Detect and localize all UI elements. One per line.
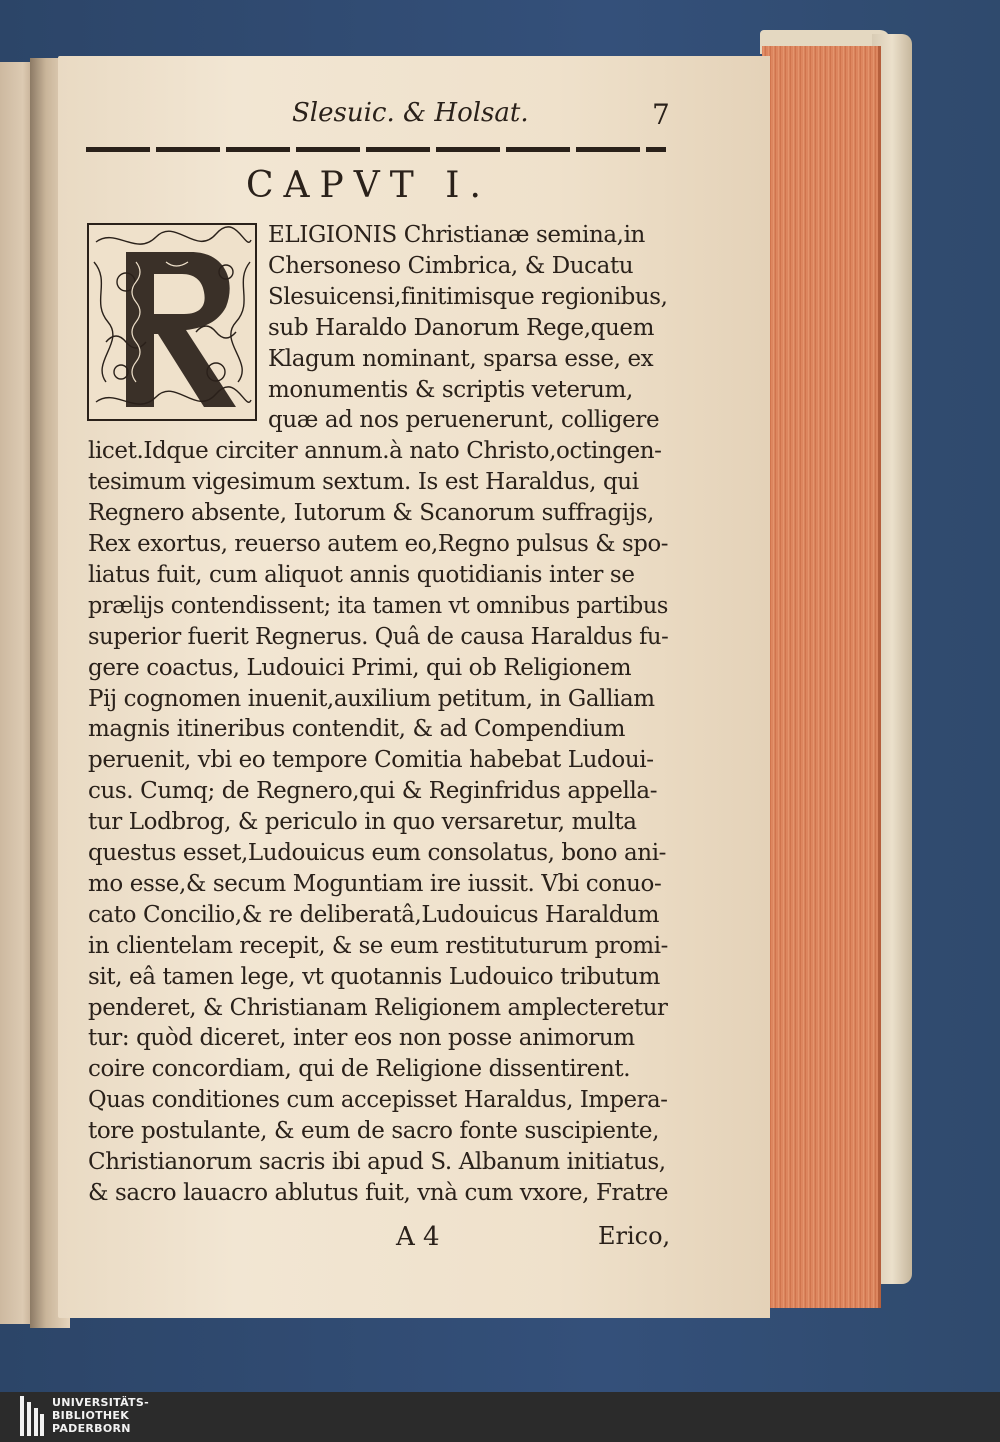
- text-line: tur Lodbrog, & periculo in quo versaretur, multa: [88, 809, 637, 836]
- text-line: Slesuicensi,finitimisque regionibus,: [268, 283, 668, 310]
- text-line: & sacro lauacro ablutus fuit, vnà cum vxore, Fratre: [88, 1179, 669, 1206]
- library-logo-icon: [20, 1396, 44, 1436]
- header-rule: [86, 147, 666, 152]
- text-line: magnis itineribus contendit, & ad Compendium: [88, 716, 626, 743]
- text-line: sit, eâ tamen lege, vt quotannis Ludouico tributum: [88, 963, 660, 990]
- text-line: in clientelam recepit, & se eum restituturum promi-: [88, 932, 668, 959]
- text-line: tore postulante, & eum de sacro fonte suscipiente,: [88, 1118, 659, 1145]
- text-line: tur: quòd diceret, inter eos non posse animorum: [88, 1025, 635, 1052]
- text-line: liatus fuit, cum aliquot annis quotidianis inter se: [88, 561, 635, 588]
- chapter-title: CAPVT I.: [246, 165, 491, 206]
- text-line: Pij cognomen inuenit,auxilium petitum, in Galliam: [88, 685, 655, 712]
- text-line: Chersoneso Cimbrica, & Ducatu: [268, 252, 634, 279]
- library-name-line-1: UNIVERSITÄTS-: [52, 1396, 149, 1409]
- text-line: coire concordiam, qui de Religione dissentirent.: [88, 1056, 631, 1083]
- library-name: [52, 1396, 149, 1435]
- text-line: cus. Cumq; de Regnero,qui & Reginfridus appella-: [88, 778, 658, 805]
- text-line: monumentis & scriptis veterum,: [268, 376, 633, 403]
- catchword: Erico,: [598, 1222, 671, 1250]
- footer-bar: [0, 1392, 1000, 1442]
- decorated-initial-r: [86, 222, 258, 422]
- library-name-line-3: PADERBORN: [52, 1422, 131, 1435]
- text-line: Quas conditiones cum accepisset Haraldus, Impera-: [88, 1087, 668, 1114]
- text-line: ELIGIONIS Christianæ semina,in: [268, 222, 645, 248]
- text-line: Klagum nominant, sparsa esse, ex: [268, 345, 654, 372]
- library-name-line-2: BIBLIOTHEK: [52, 1409, 130, 1422]
- text-line: prælijs contendissent; ita tamen vt omnibus partibus: [88, 592, 668, 619]
- text-line: tesimum vigesimum sextum. Is est Haraldus, qui: [88, 469, 639, 496]
- text-line: superior fuerit Regnerus. Quâ de causa Haraldus fu-: [88, 623, 669, 650]
- page-number: 7: [652, 98, 670, 131]
- text-line: questus esset,Ludouicus eum consolatus, bono ani-: [88, 840, 667, 866]
- running-head: Slesuic. & Holsat.: [292, 98, 529, 128]
- text-line: Rex exortus, reuerso autem eo,Regno pulsus & spo-: [88, 531, 669, 557]
- text-line: gere coactus, Ludouici Primi, qui ob Religionem: [88, 654, 632, 681]
- text-line: Regnero absente, Iutorum & Scanorum suffragijs,: [88, 500, 654, 527]
- text-line: peruenit, vbi eo tempore Comitia habebat Ludoui-: [88, 747, 654, 774]
- text-line: mo esse,& secum Moguntiam ire iussit. Vbi conuo-: [88, 870, 662, 897]
- page-block-edges: [762, 46, 881, 1308]
- text-line: quæ ad nos peruenerunt, colligere: [268, 407, 660, 434]
- text-line: Christianorum sacris ibi apud S. Albanum initiatus,: [88, 1149, 666, 1175]
- text-line: cato Concilio,& re deliberatâ,Ludouicus Haraldum: [88, 901, 660, 928]
- text-line: penderet, & Christianam Religionem amplecteretur: [88, 994, 668, 1021]
- text-line: licet.Idque circiter annum.à nato Christo,octingen-: [88, 438, 662, 465]
- signature-mark: A 4: [396, 1222, 440, 1252]
- text-line: sub Haraldo Danorum Rege,quem: [268, 314, 655, 341]
